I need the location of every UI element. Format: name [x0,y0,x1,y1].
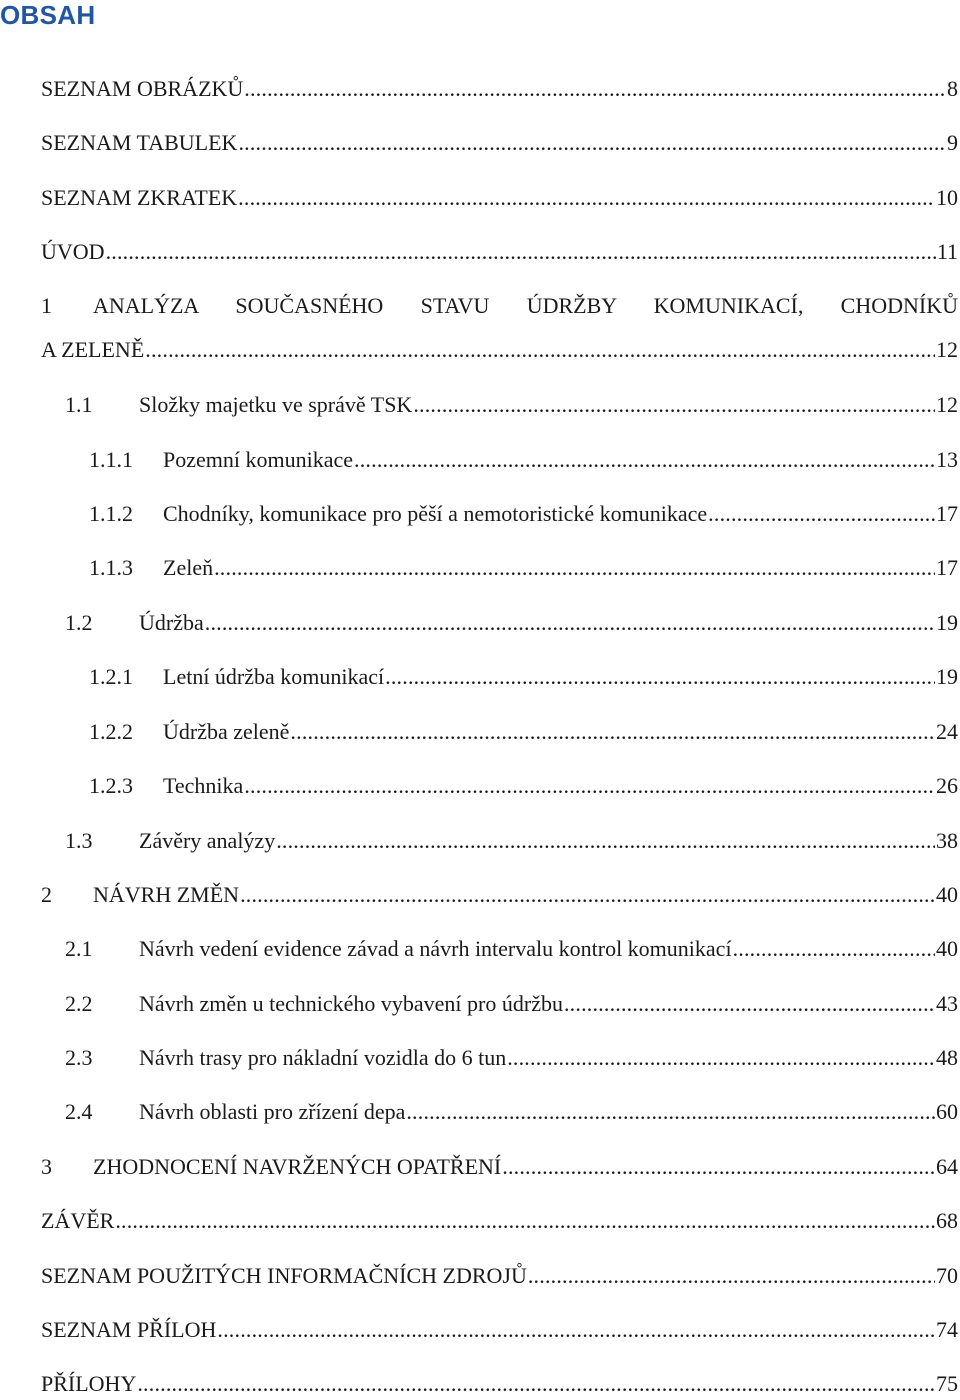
toc-leader-dots [528,1260,935,1292]
toc-entry[interactable] [0,1096,960,1128]
toc-entry-text: Pozemní komunikace [163,447,354,472]
toc-entry-text: Návrh trasy pro nákladní vozidla do 6 tun [139,1045,507,1070]
toc-entry[interactable] [0,73,960,105]
toc-entry-text: Technika [163,773,244,798]
toc-leader-dots [106,236,936,268]
toc-entry-text: SEZNAM OBRÁZKŮ [41,76,244,101]
toc-entry-number: 1 [41,293,52,318]
toc-leader-dots [205,607,935,639]
toc-entry-page: 10 [936,185,958,210]
toc-entry-page: 43 [936,991,958,1016]
toc-entry[interactable] [0,661,960,693]
toc-entry[interactable] [0,389,960,421]
toc-entry-page: 60 [936,1099,958,1124]
toc-entry-text: Údržba zeleně [163,719,290,744]
toc-leader-dots [240,879,935,911]
toc-entry[interactable] [0,1260,960,1292]
toc-entry-number: 1.1.3 [89,555,133,580]
toc-entry-number: 1.2.1 [89,664,133,689]
toc-entry-page: 17 [936,555,958,580]
toc-entry-number: 1.2 [65,610,93,635]
toc-entry-page: 26 [936,773,958,798]
toc-leader-dots [290,716,935,748]
toc-entry-page: 19 [936,610,958,635]
toc-entry-text: PŘÍLOHY [41,1371,137,1396]
toc-entry-page: 68 [936,1208,958,1233]
toc-entry-number: 2.4 [65,1099,93,1124]
toc-entry-number: 1.1.1 [89,447,133,472]
toc-entry-text: Návrh vedení evidence závad a návrh intervalu kontrol komunikací [139,936,732,961]
toc-leader-dots [137,1368,935,1400]
toc-entry-text: Letní údržba komunikací [163,664,385,689]
toc-leader-dots [507,1042,935,1074]
toc-entry-page: 8 [947,76,958,101]
toc-entry-number: 2 [41,882,52,907]
toc-entry-number: 1.1.2 [89,501,133,526]
toc-leader-dots [502,1151,935,1183]
toc-entry-text: SEZNAM POUŽITÝCH INFORMAČNÍCH ZDROJŮ [41,1263,527,1288]
toc-entry-page: 74 [936,1317,958,1342]
toc-entry-text: Návrh změn u technického vybavení pro údržbu [139,991,563,1016]
toc-entry[interactable] [0,552,960,584]
toc-leader-dots [354,444,935,476]
toc-entry-text-line1: ANALÝZA SOUČASNÉHO STAVU ÚDRŽBY KOMUNIKACÍ, CHODNÍKŮ [93,293,958,318]
toc-entry-page: 40 [936,936,958,961]
toc-entry-text: NÁVRH ZMĚN [93,882,240,907]
toc-leader-dots [238,127,946,159]
toc-entry-page: 12 [936,392,958,417]
toc-entry-number: 2.2 [65,991,93,1016]
toc-entry[interactable] [0,444,960,476]
toc-entry-number: 3 [41,1154,52,1179]
toc-entry[interactable] [0,1314,960,1346]
toc-entry-page: 11 [936,239,958,264]
toc-entry[interactable] [0,1042,960,1074]
toc-entry-page: 38 [936,828,958,853]
toc-entry-text: SEZNAM PŘÍLOH [41,1317,217,1342]
toc-entry-text: SEZNAM ZKRATEK [41,185,238,210]
toc-entry-number: 2.3 [65,1045,93,1070]
toc-entry[interactable] [0,498,960,530]
toc-entry-text: ÚVOD [41,239,105,264]
toc-leader-dots [244,770,935,802]
toc-leader-dots [564,988,935,1020]
toc-entry[interactable] [0,933,960,965]
toc-entry-text: A ZELENĚ [41,337,145,362]
toc-entry-number: 1.3 [65,828,93,853]
toc-entry-page: 17 [936,501,958,526]
toc-leader-dots [115,1205,935,1237]
toc-leader-dots [238,182,935,214]
toc-entry-number: 2.1 [65,936,93,961]
toc-entry[interactable] [0,716,960,748]
toc-entry-text: SEZNAM TABULEK [41,130,238,155]
toc-entry[interactable] [0,1205,960,1237]
toc-leader-dots [276,825,935,857]
toc-leader-dots [217,1314,935,1346]
toc-entry[interactable] [0,290,960,366]
toc-entry[interactable] [0,988,960,1020]
toc-entry-page: 9 [947,130,958,155]
toc-entry-page: 12 [936,337,958,362]
toc-entry[interactable] [0,770,960,802]
toc-leader-dots [406,1096,935,1128]
toc-entry[interactable] [0,1151,960,1183]
toc-entry-text: Chodníky, komunikace pro pěší a nemotoristické komunikace [163,501,708,526]
toc-entry-page: 64 [936,1154,958,1179]
toc-entry-number: 1.1 [65,392,93,417]
toc-entry[interactable] [0,182,960,214]
toc-entry-text: Složky majetku ve správě TSK [139,392,413,417]
toc-leader-dots [244,73,946,105]
toc-entry-text: Zeleň [163,555,214,580]
toc-entry[interactable] [0,825,960,857]
toc-entry[interactable] [0,879,960,911]
toc-entry-page: 13 [936,447,958,472]
toc-leader-dots [214,552,935,584]
toc-entry-text: ZÁVĚR [41,1208,115,1233]
toc-entry[interactable] [0,607,960,639]
toc-leader-dots [733,933,935,965]
toc-entry-text: Návrh oblasti pro zřízení depa [139,1099,406,1124]
toc-entry-number: 1.2.2 [89,719,133,744]
toc-entry-page: 48 [936,1045,958,1070]
toc-entry-text: Údržba [139,610,204,635]
toc-leader-dots [413,389,935,421]
toc-entry-number: 1.2.3 [89,773,133,798]
toc-entry-page: 70 [936,1263,958,1288]
toc-entry-page: 24 [936,719,958,744]
toc-entry-page: 40 [936,882,958,907]
toc-entry[interactable] [0,236,960,268]
page-title: OBSAH [0,0,96,30]
toc-entry-page: 19 [936,664,958,689]
toc-leader-dots [708,498,935,530]
toc-entry[interactable] [0,127,960,159]
toc-entry-page: 75 [936,1371,958,1396]
toc-entry[interactable] [0,1368,960,1395]
toc-leader-dots [145,334,935,366]
toc-entry-text: ZHODNOCENÍ NAVRŽENÝCH OPATŘENÍ [93,1154,502,1179]
toc-entry-text: Závěry analýzy [139,828,276,853]
toc-leader-dots [385,661,935,693]
